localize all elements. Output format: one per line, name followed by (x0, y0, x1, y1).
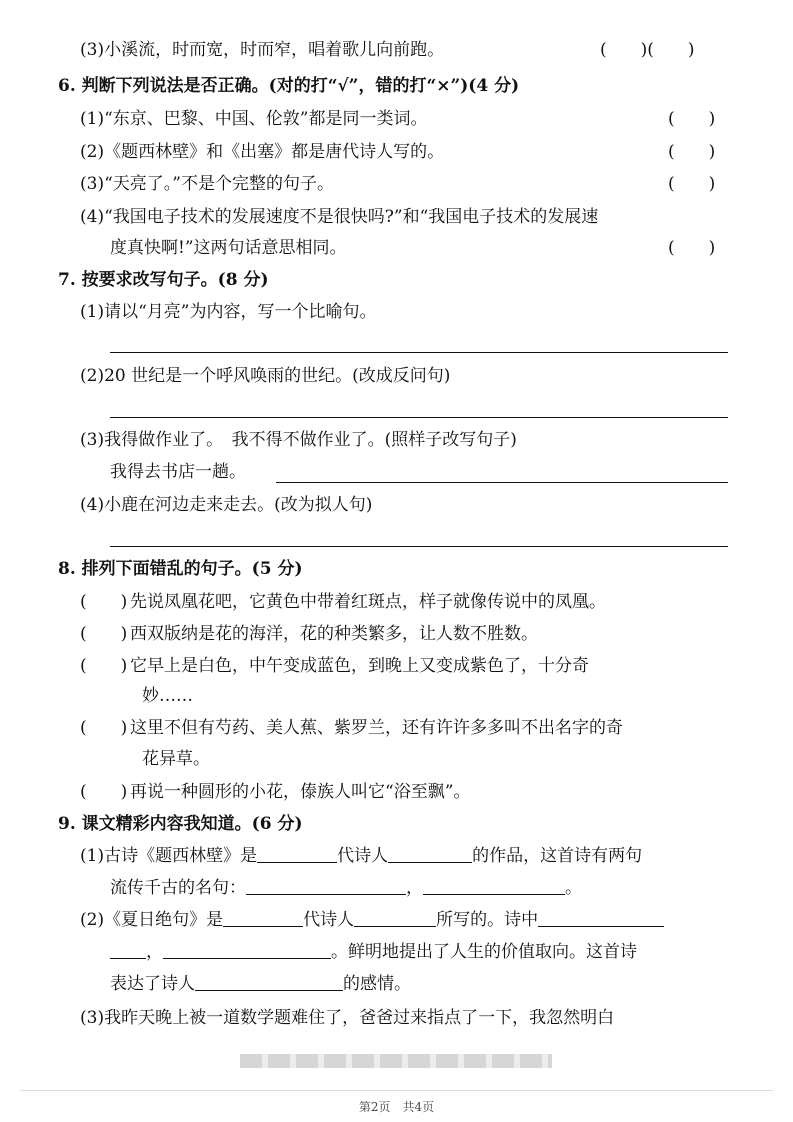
q6-item-2: (2)《题西林壁》和《出塞》都是唐代诗人写的。 (80, 142, 445, 162)
q8-order-5[interactable]: ( ) (80, 782, 128, 802)
q8-order-4[interactable]: ( ) (80, 718, 128, 738)
q9-item-2-text-a: (2)《夏日绝句》是 (80, 910, 224, 930)
q7-answer-line-1[interactable] (110, 352, 728, 353)
footer-divider (20, 1090, 773, 1091)
q9-blank-poet-1[interactable] (388, 844, 472, 863)
q9-item-2-text-f: 的感情。 (343, 974, 411, 994)
q8-sentence-1: 先说凤凰花吧，它黄色中带着红斑点，样子就像传说中的凤凰。 (130, 592, 606, 612)
q5-item-3: (3)小溪流，时而宽，时而窄，唱着歌儿向前跑。 (80, 40, 445, 60)
q9-blank-verse-3-cont[interactable] (110, 940, 146, 959)
q7-item-1: (1)请以“月亮”为内容，写一个比喻句。 (80, 302, 377, 322)
q9-item-1-comma: ， (406, 878, 423, 898)
q8-sentence-4-cont: 花异草。 (142, 749, 210, 769)
q7-item-4: (4)小鹿在河边走来走去。(改为拟人句) (80, 495, 373, 515)
page-number: 第2页 共4页 (358, 1100, 435, 1114)
q9-blank-feeling[interactable] (195, 972, 343, 991)
q7-item-2: (2)20 世纪是一个呼风唤雨的世纪。(改成反问句) (80, 366, 451, 386)
q8-title: 8. 排列下面错乱的句子。(5 分) (58, 559, 303, 579)
q8-sentence-3: 它早上是白色，中午变成蓝色，到晚上又变成紫色了，十分奇 (130, 656, 589, 676)
q9-item-1-period: 。 (565, 878, 582, 898)
q9-blank-verse-1[interactable] (246, 876, 406, 895)
q9-item-3: (3)我昨天晚上被一道数学题难住了，爸爸过来指点了一下，我忽然明白 (80, 1008, 615, 1028)
q7-title: 7. 按要求改写句子。(8 分) (58, 270, 269, 290)
q9-item-1-text-c: 的作品，这首诗有两句 (472, 846, 643, 866)
q9-item-1-text-d: 流传千古的名句： (110, 878, 246, 898)
q8-sentence-3-cont: 妙…… (142, 686, 193, 706)
q9-item-2-text-b: 代诗人 (303, 910, 355, 930)
q9-item-1-line-1 (80, 844, 642, 868)
q6-answer-3[interactable]: ( ) (668, 174, 716, 194)
q8-sentence-5: 再说一种圆形的小花，傣族人叫它“浴至飘”。 (130, 782, 471, 802)
q8-order-2[interactable]: ( ) (80, 624, 128, 644)
q9-title: 9. 课文精彩内容我知道。(6 分) (58, 814, 303, 834)
q6-item-3: (3)“天亮了。”不是个完整的句子。 (80, 174, 334, 194)
q6-answer-1[interactable]: ( ) (668, 109, 716, 129)
q9-blank-verse-2[interactable] (423, 876, 565, 895)
q8-order-1[interactable]: ( ) (80, 592, 128, 612)
q9-item-1-line-2 (110, 876, 582, 900)
q8-sentence-2: 西双版纳是花的海洋，花的种类繁多，让人数不胜数。 (130, 624, 538, 644)
q9-item-2-text-e: 表达了诗人 (110, 974, 195, 994)
q7-answer-line-2[interactable] (110, 417, 728, 418)
q7-item-3-task: 我得去书店一趟。 (110, 462, 246, 482)
q9-item-2-line-3 (110, 972, 411, 996)
watermark-bar (240, 1054, 552, 1068)
q6-answer-4[interactable]: ( ) (668, 238, 716, 258)
q8-sentence-4: 这里不但有芍药、美人蕉、紫罗兰，还有许许多多叫不出名字的奇 (130, 718, 623, 738)
q6-item-1: (1)“东京、巴黎、中国、伦敦”都是同一类词。 (80, 109, 428, 129)
q9-item-2-comma: ， (146, 942, 163, 962)
q5-answer-parens[interactable]: ( )( ) (600, 40, 695, 60)
q9-item-2-text-d: 。鲜明地提出了人生的价值取向。这首诗 (331, 942, 637, 962)
q9-item-2-line-2 (110, 940, 637, 964)
q6-item-4-cont: 度真快啊!”这两句话意思相同。 (110, 238, 347, 258)
q6-title: 6. 判断下列说法是否正确。(对的打“√”，错的打“×”)(4 分) (58, 76, 520, 96)
q7-answer-line-4[interactable] (110, 546, 728, 547)
q9-item-1-text-a: (1)古诗《题西林壁》是 (80, 846, 258, 866)
q9-blank-poet-2[interactable] (354, 908, 436, 927)
q9-item-2-text-c: 所写的。诗中 (436, 910, 539, 930)
q6-item-4: (4)“我国电子技术的发展速度不是很快吗?”和“我国电子技术的发展速 (80, 207, 599, 227)
q9-blank-dynasty-2[interactable] (223, 908, 303, 927)
q7-item-3: (3)我得做作业了。 我不得不做作业了。(照样子改写句子) (80, 430, 517, 450)
q9-blank-verse-3[interactable] (538, 908, 664, 927)
q9-item-1-text-b: 代诗人 (337, 846, 389, 866)
q9-blank-verse-4[interactable] (163, 940, 331, 959)
q9-item-2-line-1 (80, 908, 664, 932)
q9-blank-dynasty-1[interactable] (257, 844, 337, 863)
q6-answer-2[interactable]: ( ) (668, 142, 716, 162)
q7-answer-line-3[interactable] (276, 482, 728, 483)
q8-order-3[interactable]: ( ) (80, 656, 128, 676)
